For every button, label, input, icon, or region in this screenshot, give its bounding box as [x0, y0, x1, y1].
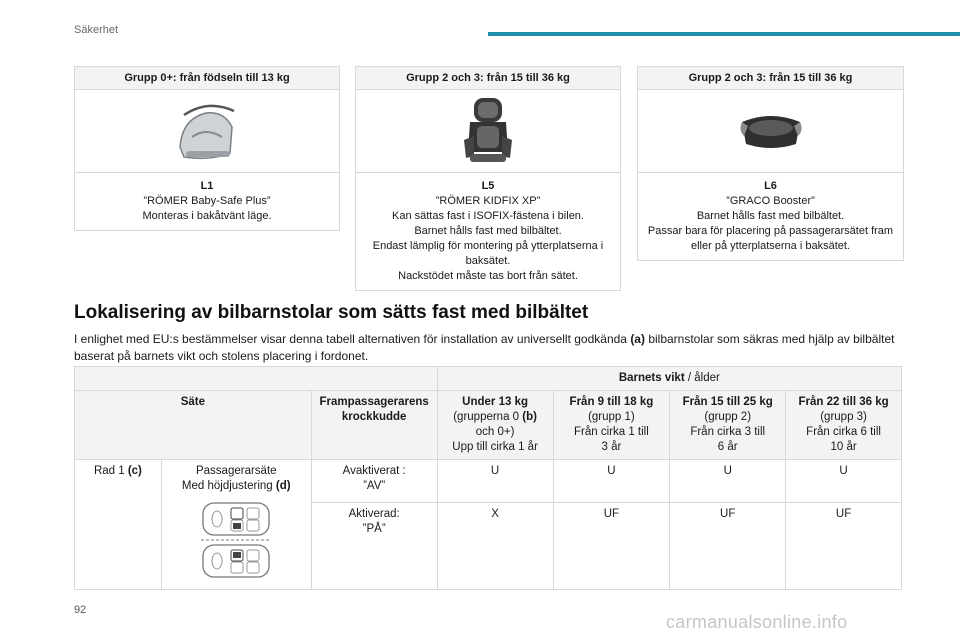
card-code: L1	[200, 180, 214, 192]
card-heading: Grupp 2 och 3: från 15 till 36 kg	[638, 67, 903, 90]
col-seat-header: Säte	[75, 391, 312, 460]
card-image	[638, 90, 903, 173]
group-header: Under 13 kg (grupperna 0 (b) och 0+) Upp till cirka 1 år	[437, 391, 553, 460]
watermark: carmanualsonline.info	[666, 612, 848, 632]
section-title: Säkerhet	[74, 24, 119, 36]
value-cell: U	[553, 460, 670, 503]
card-line: Barnet hålls fast med bilbältet.	[414, 225, 562, 237]
col-airbag-header: Frampassagerarens krockkudde	[311, 391, 437, 460]
table-header-row	[75, 367, 902, 391]
card-line: ”GRACO Booster”	[726, 195, 815, 207]
card-image	[356, 90, 620, 173]
value-cell: UF	[553, 502, 670, 589]
group-header: Från 9 till 18 kg (grupp 1) Från cirka 1 till 3 år	[553, 391, 670, 460]
booster-cushion-icon	[736, 108, 806, 154]
seat-cell: Passagerarsäte Med höjdjustering (d)	[161, 460, 311, 590]
card-line: Passar bara för placering på passagerarsätet fram eller på ytterplatserna i baksätet.	[647, 225, 894, 252]
card-code: L5	[481, 180, 495, 192]
airbag-cell: Aktiverad: ”PÅ”	[311, 502, 437, 589]
table-header-row	[75, 391, 902, 460]
card-line: Barnet hålls fast med bilbältet.	[696, 210, 845, 222]
value-cell: U	[437, 460, 553, 503]
card-heading: Grupp 0+: från födseln till 13 kg	[75, 67, 339, 90]
card-image	[75, 90, 339, 173]
installation-table	[74, 366, 902, 590]
group-header: Från 15 till 25 kg (grupp 2) Från cirka 3 till 6 år	[670, 391, 786, 460]
header-accent-bar	[488, 32, 960, 36]
table-row	[75, 460, 902, 503]
value-cell: X	[437, 502, 553, 589]
car-seat-diagram-icon	[199, 500, 273, 580]
seat-card-l5	[355, 66, 621, 291]
page-number: 92	[74, 604, 87, 616]
value-cell: UF	[670, 502, 786, 589]
section-heading: Lokalisering av bilbarnstolar som sätts fast med bilbältet	[74, 302, 589, 323]
value-cell: U	[670, 460, 786, 503]
card-heading: Grupp 2 och 3: från 15 till 36 kg	[356, 67, 620, 90]
row-label-cell: Rad 1 (c)	[75, 460, 162, 590]
card-line: Kan sättas fast i ISOFIX-fästena i bilen.	[392, 210, 584, 222]
weight-header: Barnets vikt / ålder	[437, 367, 901, 391]
value-cell: U	[786, 460, 902, 503]
child-seat-icon	[460, 96, 516, 166]
card-line: Monteras i bakåtvänt läge.	[142, 210, 272, 222]
infant-carrier-icon	[172, 97, 242, 165]
blank-header-cell	[75, 367, 438, 391]
card-line: ”RÖMER KIDFIX XP”	[435, 195, 541, 207]
card-line: ”RÖMER Baby-Safe Plus”	[143, 195, 271, 207]
value-cell: UF	[786, 502, 902, 589]
seat-card-l1	[74, 66, 340, 231]
card-code: L6	[764, 180, 777, 192]
airbag-cell: Avaktiverat : ”AV”	[311, 460, 437, 503]
seat-card-l6	[637, 66, 904, 261]
card-line: Endast lämplig för montering på ytterplatserna i baksätet.	[372, 240, 604, 267]
group-header: Från 22 till 36 kg (grupp 3) Från cirka 6 till 10 år	[786, 391, 902, 460]
card-line: Nackstödet måste tas bort från sätet.	[398, 270, 578, 282]
intro-paragraph: I enlighet med EU:s bestämmelser visar denna tabell alternativen för installation av universellt godkända (a) bilbarnstolar som säkras med hjälp av bilbältet baserat på barnets vikt och stolens placering i fordonet.	[74, 332, 895, 363]
